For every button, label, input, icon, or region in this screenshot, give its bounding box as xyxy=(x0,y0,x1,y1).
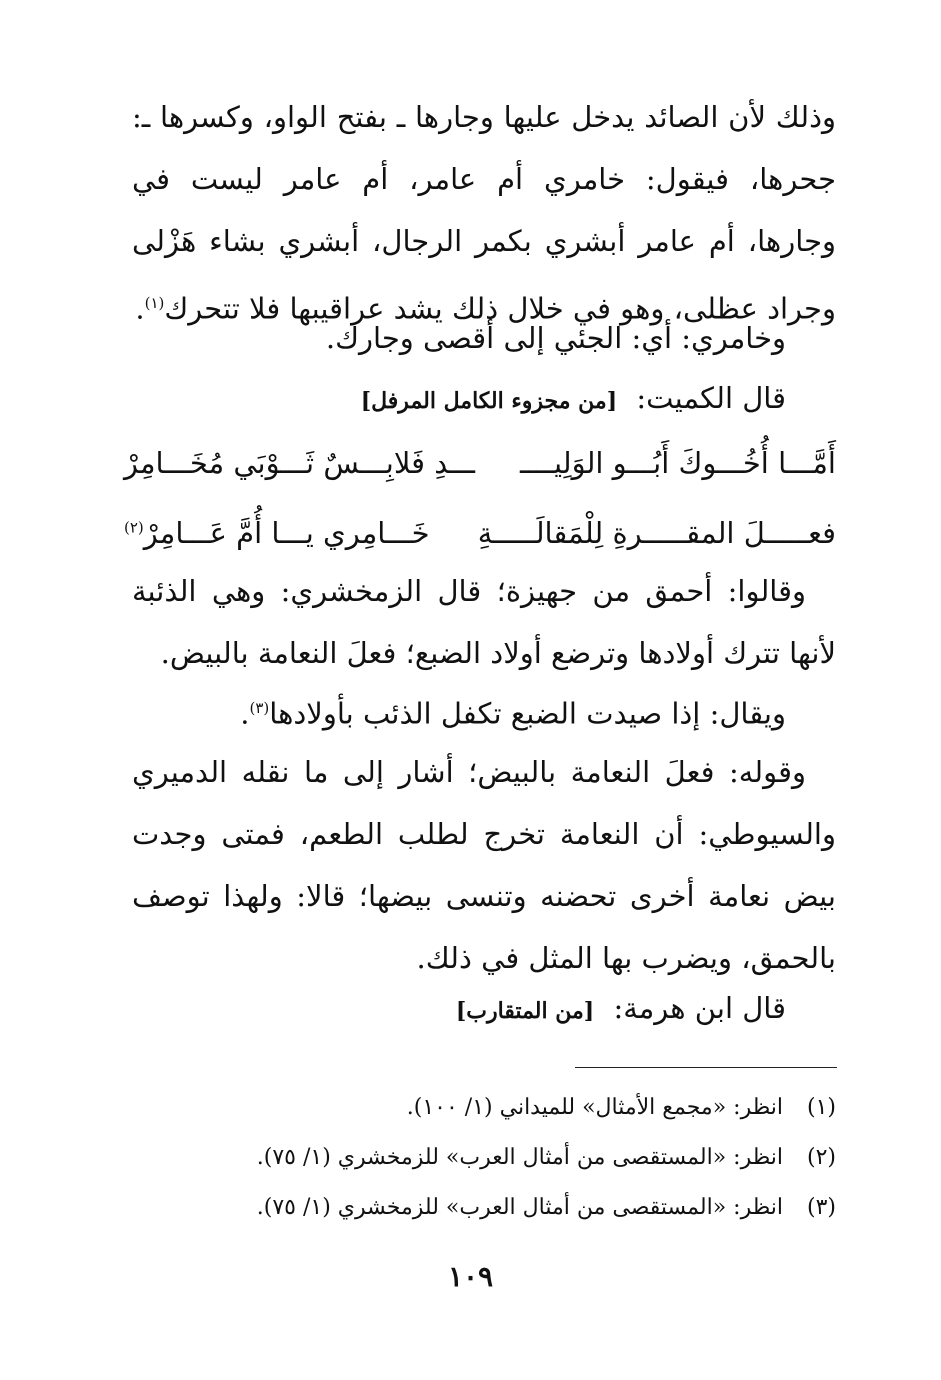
paragraph-wolf-cubs xyxy=(240,688,786,734)
verse-2-second-hemistich xyxy=(124,516,430,550)
footnote-text: انظر: «المستقصى من أمثال العرب» للزمخشري (١/ ٧٥). xyxy=(256,1145,783,1170)
verse-line-2 xyxy=(124,508,836,558)
verse-2-second-text: خَـــامِري يـــا أُمَّ عَـــامِرْ xyxy=(143,516,430,550)
footnote-number: (٣) xyxy=(806,1195,836,1220)
verse-2-first-hemistich: فعـــــلَ المقـــــرةِ لِلْمَقالَـــــةِ xyxy=(477,516,836,550)
poet-intro-text: قال ابن هرمة: xyxy=(613,991,786,1025)
footnote-text: انظر: «مجمع الأمثال» للميداني (١/ ١٠٠). xyxy=(406,1095,783,1120)
paragraph-text: ويقال: إذا صيدت الضبع تكفل الذئب بأولادها xyxy=(269,696,786,731)
footnote-2 xyxy=(132,1143,836,1173)
paragraph-khamiri-meaning: وخامري: أي: الجئي إلى أقصى وجارك. xyxy=(325,321,786,355)
paragraph-end: . xyxy=(240,696,250,731)
paragraph-jahiza: وقالوا: أحمق من جهيزة؛ قال الزمخشري: وهي الذئبة لأنها تترك أولادها وترضع أولاد الضبع؛ فعلَ النعامة بالبيض. xyxy=(132,574,836,670)
meter-label: [من مجزوء الكامل المرفل] xyxy=(360,388,618,414)
verse-1-first-hemistich: أَمَّـــا أُخُـــوكَ أَبُـــو الوَلِيــــ xyxy=(520,446,836,480)
poet-intro-ibn-harma xyxy=(456,988,786,1031)
verse-line-1 xyxy=(124,438,836,488)
footnote-text: انظر: «المستقصى من أمثال العرب» للزمخشري (١/ ٧٥). xyxy=(256,1195,783,1220)
paragraph-hyena-hunt xyxy=(132,86,836,340)
footnote-ref-2: (٢) xyxy=(124,518,144,537)
meter-label: [من المتقارب] xyxy=(455,998,595,1024)
paragraph-text: وذلك لأن الصائد يدخل عليها وجارها ـ بفتح الواو، وكسرها ـ: جحرها، فيقول: خامري أم عامر، أم عامر ليست في وجارها، أم عامر أبشري بكمر الرجال، أبشري بشاء هَزْلى وجراد عظلى، وهو في خلال ذلك يشد عراقيبها فلا تتحرك xyxy=(132,100,836,326)
verse-1-second-hemistich: ـــدِ فَلابِـــسٌ ثَـــوْبَي مُخَـــامِرْ xyxy=(124,446,475,480)
footnote-number: (١) xyxy=(806,1095,836,1120)
paragraph-end: . xyxy=(135,291,145,326)
poet-intro-text: قال الكميت: xyxy=(636,381,786,415)
footnote-3 xyxy=(132,1193,836,1223)
page-number: ١٠٩ xyxy=(447,1260,494,1293)
footnote-number: (٢) xyxy=(806,1145,836,1170)
poet-intro-kumait xyxy=(361,378,786,421)
paragraph-ostrich: وقوله: فعلَ النعامة بالبيض؛ أشار إلى ما نقله الدميري والسيوطي: أن النعامة تخرج لطلب الطعم، فمتى وجدت بيض نعامة أخرى تحضنه وتنسى بيضها؛ قالا: ولهذا توصف بالحمق، ويضرب بها المثل في ذلك. xyxy=(132,755,836,975)
footnote-ref-3: (٣) xyxy=(249,699,270,717)
footnote-ref-1: (١) xyxy=(144,294,165,312)
footnote-separator xyxy=(575,1067,837,1068)
footnote-1 xyxy=(132,1093,836,1123)
